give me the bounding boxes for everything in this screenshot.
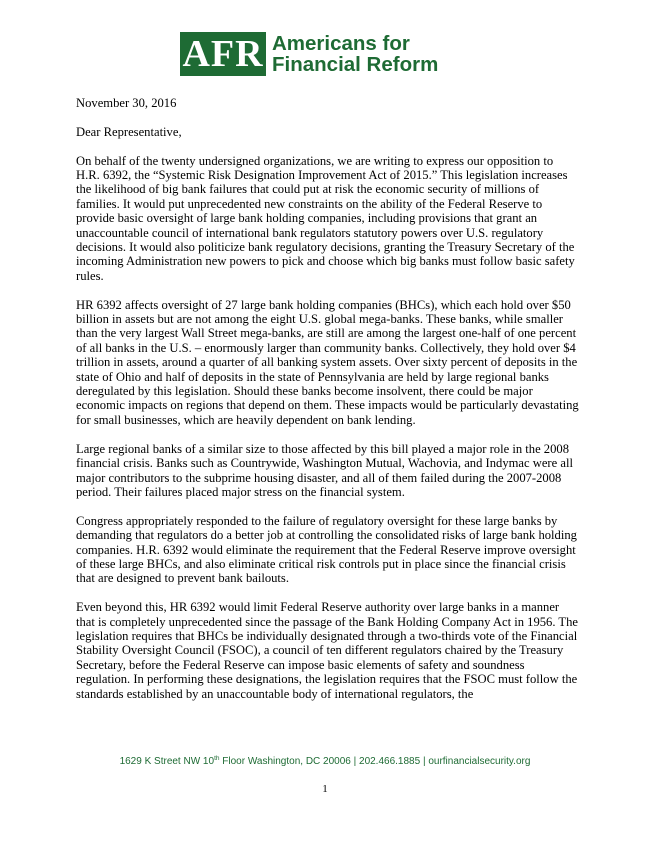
letter-salutation: Dear Representative,: [76, 124, 182, 139]
letter-paragraph: On behalf of the twenty undersigned organizations, we are writing to express our opposition to H.R. 6392, the “Systemic Risk Designation Improvement Act of 2015.” This legislation increases the likelihood of big bank failures that could put at risk the economic security of millions of families. It would put unprecedented new constraints on the ability of the Federal Reserve to provide basic oversight of large bank holding companies, including provisions that grant an unaccountable council of international bank regulators statutory powers over U.S. regulatory decisions. It would also politicize bank regulatory decisions, granting the Treasury Secretary of the incoming Administration new powers to pick and choose which big banks must follow basic safety rules.: [76, 153, 575, 283]
footer-address-end: Floor Washington, DC 20006 | 202.466.1885 | ourfinancialsecurity.org: [219, 756, 531, 767]
letter-paragraph: Large regional banks of a similar size to those affected by this bill played a major role in the 2008 financial crisis. Banks such as Countrywide, Washington Mutual, Wachovia, and Indymac were all major contributors to the subprime housing disaster, and all of them failed during the 2007-2008 period. Their failures placed major stress on the financial system.: [76, 441, 573, 499]
afr-logo: [180, 32, 438, 76]
logo-abbreviation: AFR: [180, 32, 266, 76]
logo-wordmark: [272, 33, 438, 75]
page-number: 1: [322, 783, 328, 795]
footer-address: [0, 756, 650, 767]
letter-date: November 30, 2016: [76, 96, 177, 110]
letter-paragraph: Congress appropriately responded to the failure of regulatory oversight for these large banks by demanding that regulators do a better job at controlling the consolidated risks of large bank holding companies. H.R. 6392 would eliminate the requirement that the Federal Reserve improve oversight of these large BHCs, and also eliminate critical risk controls put in place since the financial crisis that are designed to prevent bank bailouts.: [76, 513, 577, 586]
logo-line-2: Financial Reform: [272, 53, 439, 76]
footer-address-start: 1629 K Street NW 10: [119, 756, 215, 767]
letter-paragraph: Even beyond this, HR 6392 would limit Federal Reserve authority over large banks in a manner that is completely unprecedented since the passage of the Bank Holding Company Act in 1956. The legislation requires that BHCs be individually designated through a two-thirds vote of the Financial Stability Oversight Council (FSOC), a council of ten different regulators chaired by the Treasury Secretary, before the Federal Reserve can impose basic elements of safety and soundness regulation. In performing these designations, the legislation requires that the FSOC must follow the standards established by an unaccountable body of international regulators, the: [76, 600, 578, 701]
letter-paragraph: HR 6392 affects oversight of 27 large bank holding companies (BHCs), which each hold over $50 billion in assets but are not among the eight U.S. global mega-banks. These banks, while smaller than the very largest Wall Street mega-banks, are still are among the largest one-half of one percent of all banks in the U.S. – enormously larger than community banks. Collectively, they hold over $4 trillion in assets, around a quarter of all banking system assets. Over sixty percent of deposits in the state of Ohio and half of deposits in the state of Pennsylvania are held by large regional banks deregulated by this legislation. Should these banks become insolvent, there could be major economic impacts on regions that depend on them. These impacts would be particularly devastating for small businesses, which are heavily dependent on bank lending.: [76, 297, 579, 427]
footer-floor-suffix: th: [214, 755, 220, 762]
logo-line-1: Americans for: [272, 32, 410, 55]
letter-body: [76, 96, 579, 715]
